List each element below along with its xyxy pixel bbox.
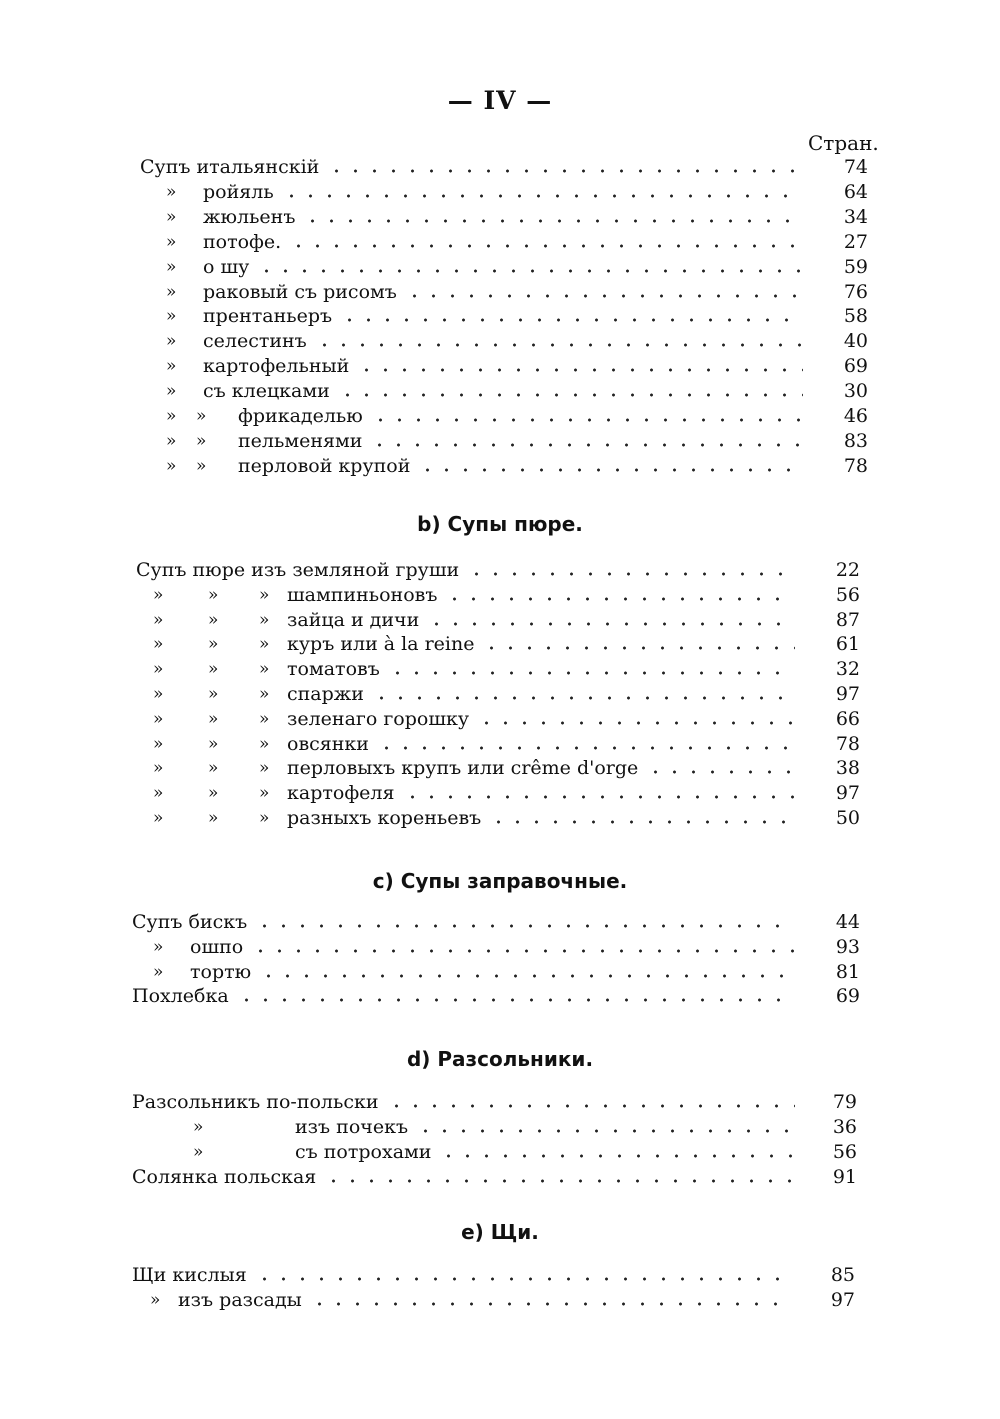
ditto-mark: »	[196, 406, 207, 426]
dot-leader	[477, 721, 795, 725]
ditto-mark: »	[166, 206, 177, 227]
toc-entry	[0, 454, 1000, 479]
dot-leader	[255, 924, 795, 928]
entry-page-number: 78	[835, 732, 860, 755]
ditto-mark: »	[153, 684, 164, 704]
entry-label: Разсольникъ по-польски	[132, 1090, 383, 1115]
ditto-mark: »	[208, 758, 219, 779]
column-header: Стран.	[808, 131, 879, 155]
entry-page-number: 69	[843, 355, 868, 378]
entry-label: Супъ бискъ	[132, 910, 251, 935]
toc-entry	[0, 632, 1000, 657]
entry-page-number: 66	[835, 707, 860, 730]
ditto-mark: »	[166, 430, 177, 451]
toc-entry	[0, 984, 1000, 1009]
ditto-mark: »	[153, 808, 164, 828]
entry-label: жюльенъ	[203, 205, 299, 230]
entry-label: ошпо	[190, 935, 247, 960]
ditto-mark: »	[208, 609, 219, 630]
entry-label: куръ или à la reine	[287, 632, 478, 657]
entry-page-number: 44	[835, 911, 860, 933]
entry-page-number: 85	[830, 1264, 855, 1286]
entry-page-number: 58	[843, 305, 868, 328]
dot-leader	[646, 770, 795, 774]
dot-leader	[303, 219, 803, 223]
entry-label: томатовъ	[287, 657, 384, 682]
entry-label: Солянка польская	[132, 1165, 320, 1190]
toc-entry	[0, 1288, 1000, 1313]
entry-label: прентаньеръ	[203, 304, 336, 329]
toc-entry	[0, 1115, 1000, 1140]
entry-page-number: 27	[843, 230, 868, 253]
dot-leader	[310, 1302, 793, 1306]
entry-label: картофельный	[203, 354, 353, 379]
toc-entry	[0, 732, 1000, 757]
entry-page-number: 79	[832, 1091, 857, 1113]
entry-page-number: 91	[832, 1166, 857, 1188]
ditto-mark: »	[208, 684, 219, 704]
section-title: b) Супы пюре.	[417, 512, 583, 536]
entry-page-number: 56	[835, 583, 860, 606]
dot-leader	[324, 1179, 795, 1183]
entry-label: о шу	[203, 255, 253, 280]
dot-leader	[357, 368, 803, 372]
ditto-mark: »	[153, 634, 164, 655]
entry-page-number: 97	[835, 782, 860, 805]
dot-leader	[237, 998, 795, 1002]
entry-page-number: 74	[843, 156, 868, 178]
entry-page-number: 40	[843, 330, 868, 353]
dot-leader	[482, 646, 795, 650]
dot-leader	[403, 795, 796, 799]
toc-entry	[0, 379, 1000, 404]
entry-page-number: 56	[832, 1141, 857, 1163]
ditto-mark: »	[153, 936, 164, 957]
entry-page-number: 30	[843, 380, 868, 403]
ditto-mark: »	[153, 708, 164, 729]
dot-leader	[255, 1277, 793, 1281]
toc-entry	[0, 682, 1000, 707]
dot-leader	[370, 443, 803, 447]
dot-leader	[388, 671, 795, 675]
ditto-mark: »	[150, 1290, 161, 1310]
dot-leader	[489, 820, 795, 824]
toc-entry	[0, 558, 1000, 583]
toc-entry	[0, 1263, 1000, 1288]
toc-entry	[0, 404, 1000, 429]
dot-leader	[257, 269, 803, 273]
toc-entry	[0, 935, 1000, 960]
toc-entry	[0, 657, 1000, 682]
ditto-mark: »	[166, 356, 177, 377]
entry-label: перловыхъ крупъ или crême d'orge	[287, 756, 642, 781]
dot-leader	[416, 1129, 795, 1133]
ditto-mark: »	[166, 281, 177, 302]
entry-label: съ потрохами	[295, 1140, 435, 1165]
dot-leader	[445, 597, 795, 601]
toc-entry	[0, 354, 1000, 379]
ditto-mark: »	[153, 609, 164, 630]
entry-page-number: 22	[835, 559, 860, 581]
entry-label: Супъ итальянскій	[140, 155, 323, 180]
entry-label: Щи кислыя	[132, 1263, 251, 1288]
toc-entry	[0, 155, 1000, 180]
entry-label: Похлебка	[132, 984, 233, 1009]
ditto-mark: »	[193, 1117, 204, 1137]
entry-label: фрикаделью	[238, 404, 367, 429]
dot-leader	[377, 746, 795, 750]
entry-page-number: 78	[843, 454, 868, 477]
ditto-mark: »	[208, 808, 219, 828]
entry-page-number: 93	[835, 935, 860, 958]
entry-label: изъ почекъ	[295, 1115, 412, 1140]
toc-entry	[0, 1165, 1000, 1190]
entry-page-number: 64	[843, 180, 868, 203]
entry-label: селестинъ	[203, 329, 311, 354]
entry-page-number: 36	[832, 1116, 857, 1138]
dot-leader	[371, 418, 803, 422]
ditto-mark: »	[208, 783, 219, 804]
entry-page-number: 81	[835, 960, 860, 983]
dot-leader	[439, 1154, 795, 1158]
entry-label: разныхъ кореньевъ	[287, 806, 485, 831]
entry-label: ройяль	[203, 180, 278, 205]
ditto-mark: »	[166, 306, 177, 327]
dot-leader	[251, 949, 795, 953]
ditto-mark: »	[259, 783, 270, 804]
ditto-mark: »	[259, 684, 270, 704]
entry-page-number: 34	[843, 205, 868, 228]
toc-entry	[0, 960, 1000, 985]
ditto-mark: »	[259, 634, 270, 655]
toc-entry	[0, 608, 1000, 633]
ditto-mark: »	[259, 758, 270, 779]
dot-leader	[289, 244, 803, 248]
entry-page-number: 32	[835, 658, 860, 681]
section-title: d) Разсольники.	[406, 1047, 594, 1071]
ditto-mark: »	[166, 331, 177, 352]
ditto-mark: »	[166, 231, 177, 252]
dot-leader	[418, 468, 803, 472]
entry-label: зеленаго горошку	[287, 707, 473, 732]
ditto-mark: »	[208, 634, 219, 655]
toc-entry	[0, 304, 1000, 329]
entry-page-number: 83	[843, 429, 868, 452]
entry-page-number: 69	[835, 985, 860, 1008]
ditto-mark: »	[153, 758, 164, 779]
dot-leader	[327, 169, 803, 173]
ditto-mark: »	[196, 455, 207, 476]
dot-leader	[338, 393, 803, 397]
entry-label: раковый съ рисомъ	[203, 280, 401, 305]
toc-entry	[0, 230, 1000, 255]
ditto-mark: »	[259, 609, 270, 630]
entry-page-number: 97	[830, 1289, 855, 1311]
toc-entry	[0, 756, 1000, 781]
page-number: — IV —	[447, 86, 553, 115]
toc-entry	[0, 707, 1000, 732]
ditto-mark: »	[153, 733, 164, 754]
toc-entry	[0, 1140, 1000, 1165]
ditto-mark: »	[208, 584, 219, 605]
entry-label: спаржи	[287, 682, 368, 707]
toc-entry	[0, 910, 1000, 935]
entry-label: изъ разсады	[178, 1288, 306, 1313]
toc-entry	[0, 180, 1000, 205]
entry-label: перловой крупой	[238, 454, 414, 479]
entry-label: овсянки	[287, 732, 373, 757]
dot-leader	[405, 294, 803, 298]
toc-entry	[0, 255, 1000, 280]
dot-leader	[315, 343, 803, 347]
ditto-mark: »	[259, 659, 270, 680]
entry-page-number: 97	[835, 683, 860, 705]
entry-label: тортю	[190, 960, 255, 985]
toc-entry	[0, 1090, 1000, 1115]
entry-page-number: 46	[843, 405, 868, 427]
entry-page-number: 87	[835, 608, 860, 631]
section-title: e) Щи.	[461, 1220, 539, 1244]
entry-label: съ клецками	[203, 379, 334, 404]
toc-entry	[0, 280, 1000, 305]
ditto-mark: »	[259, 808, 270, 828]
entry-page-number: 38	[835, 757, 860, 780]
ditto-mark: »	[166, 455, 177, 476]
dot-leader	[427, 622, 795, 626]
ditto-mark: »	[259, 708, 270, 729]
dot-leader	[372, 696, 795, 700]
toc-entry	[0, 583, 1000, 608]
toc-entry	[0, 429, 1000, 454]
dot-leader	[387, 1104, 795, 1108]
ditto-mark: »	[259, 733, 270, 754]
ditto-mark: »	[208, 733, 219, 754]
entry-label: шампиньоновъ	[287, 583, 441, 608]
entry-page-number: 76	[843, 280, 868, 303]
entry-label: потофе.	[203, 230, 285, 255]
entry-page-number: 61	[835, 633, 860, 656]
entry-page-number: 59	[843, 255, 868, 278]
ditto-mark: »	[153, 783, 164, 804]
ditto-mark: »	[166, 381, 177, 402]
dot-leader	[467, 572, 795, 576]
ditto-mark: »	[166, 256, 177, 277]
entry-page-number: 50	[835, 807, 860, 829]
toc-entry	[0, 329, 1000, 354]
dot-leader	[259, 974, 795, 978]
entry-label: пельменями	[238, 429, 366, 454]
section-title: c) Супы заправочные.	[372, 869, 628, 893]
ditto-mark: »	[208, 659, 219, 680]
ditto-mark: »	[153, 584, 164, 605]
ditto-mark: »	[208, 708, 219, 729]
ditto-mark: »	[196, 430, 207, 451]
dot-leader	[340, 318, 803, 322]
toc-entry	[0, 781, 1000, 806]
ditto-mark: »	[259, 584, 270, 605]
ditto-mark: »	[166, 181, 177, 202]
ditto-mark: »	[166, 406, 177, 426]
ditto-mark: »	[153, 659, 164, 680]
ditto-mark: »	[193, 1142, 204, 1162]
toc-entry	[0, 205, 1000, 230]
entry-label: зайца и дичи	[287, 608, 423, 633]
ditto-mark: »	[153, 961, 164, 982]
dot-leader	[282, 194, 803, 198]
entry-label: Супъ пюре изъ земляной груши	[136, 558, 463, 583]
toc-entry	[0, 806, 1000, 831]
entry-label: картофеля	[287, 781, 399, 806]
